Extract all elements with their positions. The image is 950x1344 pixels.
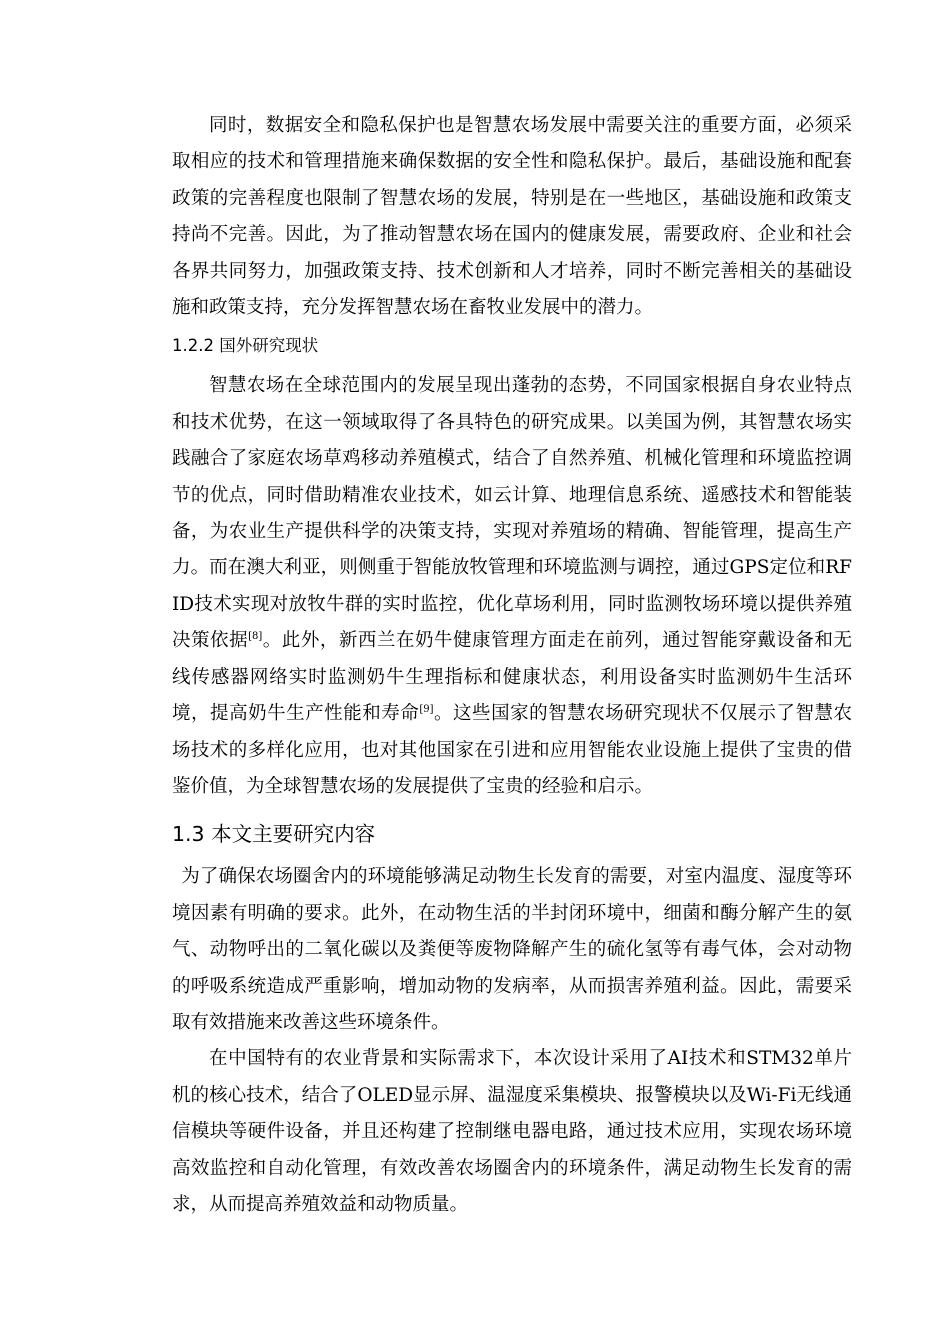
paragraph-data-security: 同时，数据安全和隐私保护也是智慧农场发展中需要关注的重要方面，必须采取相应的技术和管理措施来确保数据的安全性和隐私保护。最后，基础设施和配套政策的完善程度也限制了智慧农场的发展，特别是在一些地区，基础设施和政策支持尚不完善。因此，为了推动智慧农场在国内的健康发展，需要政府、企业和社会各界共同努力，加强政策支持、技术创新和人才培养，同时不断完善相关的基础设施和政策支持，充分发挥智慧农场在畜牧业发展中的潜力。	[172, 115, 852, 319]
page-content	[172, 108, 852, 1223]
paragraph-foreign-research-text-3: 。这些国家的智慧农场研究现状不仅展示了智慧农场技术的多样化应用，也对其他国家在引进和应用智能农业设施上提供了宝贵的借鉴价值，为全球智慧农场的发展提供了宝贵的经验和启示。	[172, 703, 852, 797]
citation-9: [9]	[419, 703, 434, 715]
paragraph-environment-requirements: 为了确保农场圈舍内的环境能够满足动物生长发育的需要，对室内温度、湿度等环境因素有明确的要求。此外，在动物生活的半封闭环境中，细菌和酶分解产生的氨气、动物呼出的二氧化碳以及粪便等废物降解产生的硫化氢等有毒气体，会对动物的呼吸系统造成严重影响，增加动物的发病率，从而损害养殖利益。因此，需要采取有效措施来改善这些环境条件。	[172, 866, 852, 1033]
section-heading-1-3: 1.3 本文主要研究内容	[172, 822, 376, 847]
paragraph-foreign-research-text-1: 智慧农场在全球范围内的发展呈现出蓬勃的态势，不同国家根据自身农业特点和技术优势，在这一领域取得了各具特色的研究成果。以美国为例，其智慧农场实践融合了家庭农场草鸡移动养殖模式，结合了自然养殖、机械化管理和环境监控调节的优点，同时借助精准农业技术，如云计算、地理信息系统、遥感技术和智能装备，为农业生产提供科学的决策支持，实现对养殖场的精确、智能管理，提高生产力。而在澳大利亚，则侧重于智能放牧管理和环境监测与调控，通过GPS定位和RFID技术实现对放牧牛群的实时监控，优化草场利用，同时监测牧场环境以提供养殖决策依据	[172, 375, 852, 652]
paragraph-foreign-research-text-2: 。此外，新西兰在奶牛健康管理方面走在前列，通过智能穿戴设备和无线传感器网络实时监测奶牛生理指标和健康状态，利用设备实时监测奶牛生活环境，提高奶牛生产性能和寿命	[172, 630, 852, 725]
paragraph-foreign-research	[172, 368, 852, 805]
section-heading-1-2-2: 1.2.2 国外研究现状	[172, 336, 319, 356]
paragraph-design-overview: 在中国特有的农业背景和实际需求下，本次设计采用了AI技术和STM32单片机的核心技术，结合了OLED显示屏、温湿度采集模块、报警模块以及Wi-Fi无线通信模块等硬件设备，并且还构建了控制继电器电路，通过技术应用，实现农场环境高效监控和自动化管理，有效改善农场圈舍内的环境条件，满足动物生长发育的需求，从而提高养殖效益和动物质量。	[172, 1048, 852, 1215]
citation-8: [8]	[248, 631, 263, 643]
